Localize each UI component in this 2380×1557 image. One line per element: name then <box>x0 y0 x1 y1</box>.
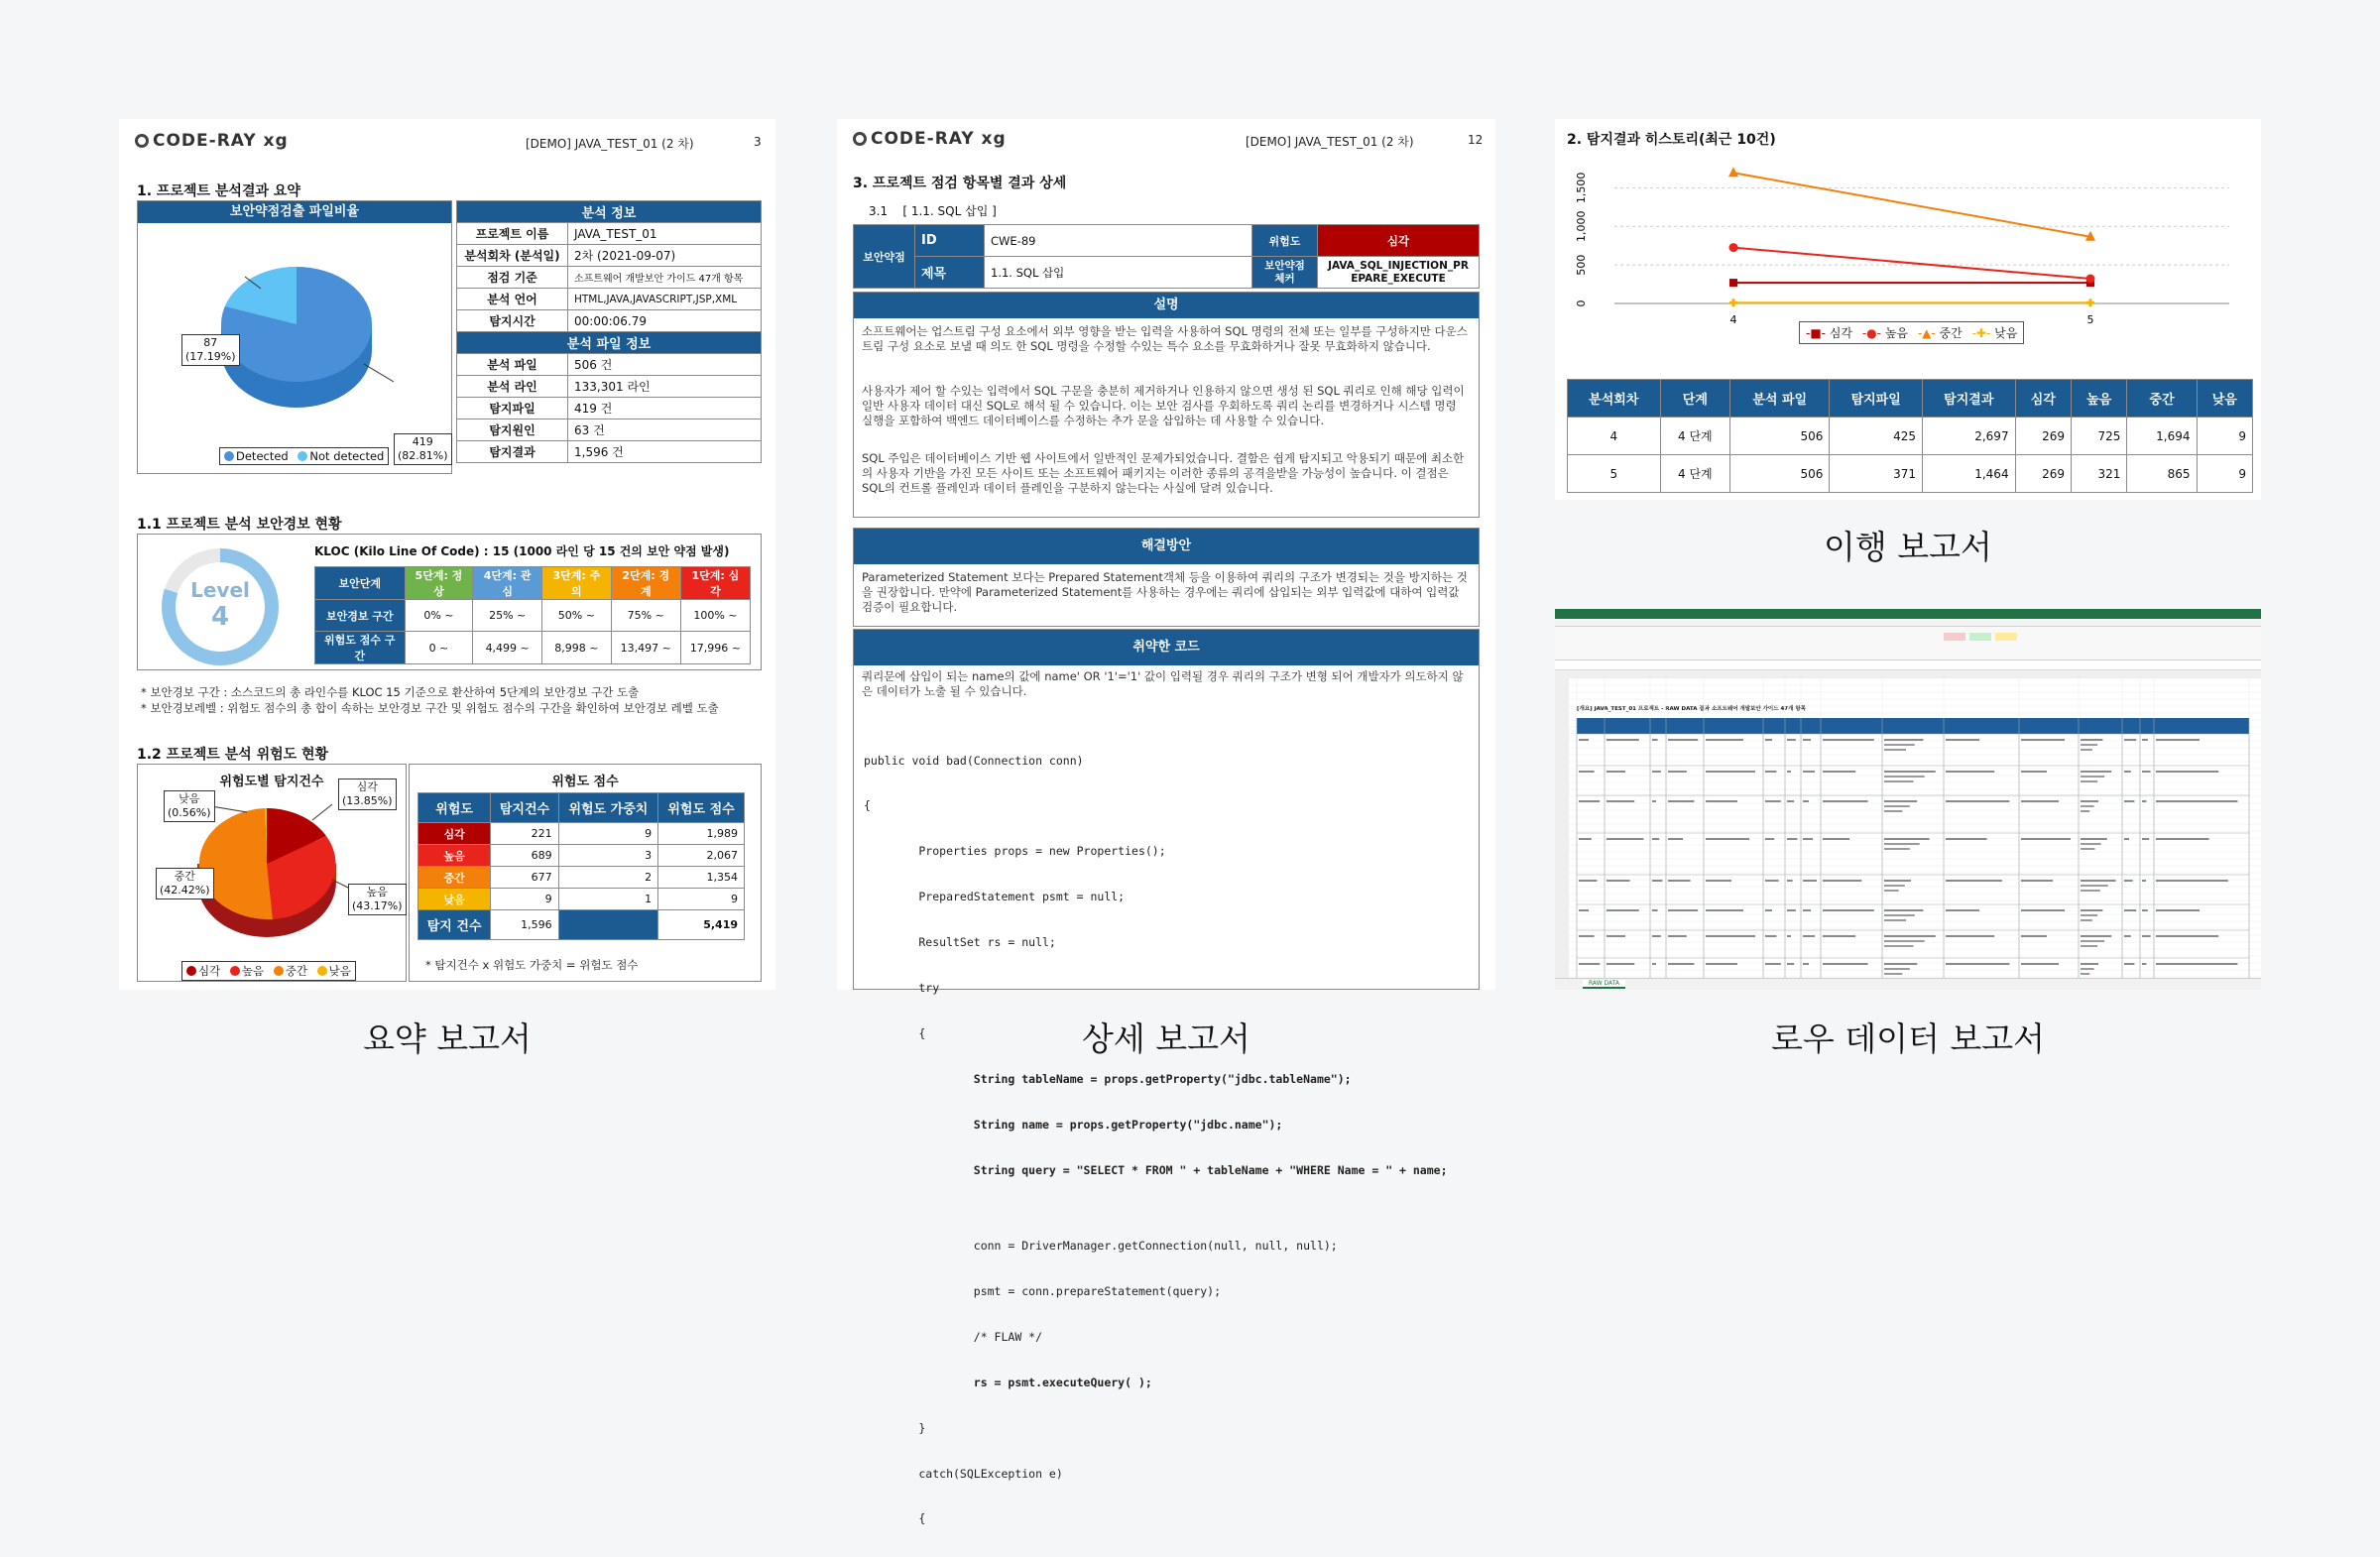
cell-text <box>1668 800 1694 802</box>
solution-title: 해결방안 <box>854 529 1479 564</box>
cell-text <box>1884 963 1917 965</box>
cell-text <box>1787 771 1791 773</box>
cell-text <box>1884 919 1906 921</box>
summary-report-page[interactable] <box>119 119 775 990</box>
cell-text <box>1884 935 1936 937</box>
cell-text <box>1579 838 1592 840</box>
cell-text <box>2021 909 2065 911</box>
cell-text <box>1884 771 1936 773</box>
cell-text <box>2081 776 2104 778</box>
cell-text <box>2081 968 2094 970</box>
section-title: 1.2 프로젝트 분석 위험도 현황 <box>137 747 329 763</box>
cell-text <box>2156 909 2200 911</box>
risk-callout-medium: 중간 (42.42%) <box>156 868 214 899</box>
cell-text <box>1884 800 1917 802</box>
weakness-info-table: 보안약점 ID CWE-89 위험도 심각 제목 1.1. SQL 삽입 보안약점 체커 JAVA_SQL_INJECTION_PR EPARE_EXECUTE <box>853 224 1480 289</box>
solution-box <box>853 528 1480 627</box>
description-box <box>853 292 1480 518</box>
cell-text <box>2081 739 2102 741</box>
cell-text <box>2156 800 2237 802</box>
risk-score-box <box>409 764 762 982</box>
vulnerable-code-intro: 쿼리문에 삽입이 되는 name의 값에 name' OR '1'='1' 값이 입력될 경우 쿼리의 구조가 변형 되어 개발자가 의도하지 않은 데이터가 노출 될 수 있습니다. <box>862 669 1464 698</box>
cell-text <box>1823 909 1874 911</box>
cell-text <box>1765 800 1781 802</box>
description-title: 설명 <box>854 293 1479 318</box>
series-point <box>1729 299 1737 306</box>
caption-summary: 요약 보고서 <box>363 1019 532 1058</box>
cell-text <box>1652 963 1656 965</box>
doc-title: [DEMO] JAVA_TEST_01 (2 차) <box>526 137 694 151</box>
cell-text <box>2124 963 2134 965</box>
series-point <box>1729 243 1738 252</box>
row-header-column <box>1555 670 1569 978</box>
cell-text <box>2021 838 2071 840</box>
cell-text <box>1787 800 1794 802</box>
cell-text <box>1946 963 2009 965</box>
cell-text <box>1706 771 1755 773</box>
cell-text <box>1668 838 1683 840</box>
risk-score-table: 위험도 탐지건수 위험도 가중치 위험도 점수 심각 221 9 1,989 높음 689 3 2,067 중간 677 2 1,354 낮음 9 1 9 탐지 건수 1,596 5,419 <box>417 792 745 940</box>
cell-text <box>1946 838 1987 840</box>
description-p1: 소프트웨어는 업스트림 구성 요소에서 외부 영향을 받는 입력을 사용하여 SQL 명령의 전체 또는 일부를 구성하지만 다운스트림 구성 요소로 보낼 때 의도 한 SQL 명령을 수정할 수있는 특수 요소를 무효화하거나 잘못 무효화하지 않습니다. <box>862 324 1468 353</box>
cell-text <box>2081 909 2102 911</box>
cell-text <box>2124 909 2136 911</box>
cell-text <box>2081 885 2108 887</box>
legend-low: -✚- 낮음 <box>1971 326 2018 340</box>
cell-text <box>1606 909 1639 911</box>
series-point <box>1729 279 1737 287</box>
cell-text <box>1884 973 1902 975</box>
cell-text <box>1787 880 1793 882</box>
cell-text <box>2142 909 2148 911</box>
cell-text <box>2081 973 2089 975</box>
cell-text <box>1668 771 1687 773</box>
gauge-value: 4 <box>210 602 230 632</box>
cell-text <box>1652 771 1661 773</box>
caption-history: 이행 보고서 <box>1824 528 1992 566</box>
note-alert-level: * 보안경보레벨 : 위험도 점수의 총 합이 속하는 보안경보 구간 및 위험도 점수의 구간을 확인하여 보안경보 레벨 도출 <box>141 701 719 715</box>
cell-text <box>2081 880 2116 882</box>
series-point <box>2086 299 2094 306</box>
cell-text <box>1579 739 1589 741</box>
cell-text <box>2142 838 2149 840</box>
cell-text <box>1946 935 1994 937</box>
cell-text <box>2081 843 2101 845</box>
kloc-text: KLOC (Kilo Line Of Code) : 15 (1000 라인 당 15 건의 보안 약점 발생) <box>314 544 730 558</box>
series-line <box>1733 173 2090 236</box>
pie-chart-box <box>137 200 452 474</box>
column-header-row <box>1555 670 2261 678</box>
cell-text <box>1803 800 1809 802</box>
cell-text <box>1823 880 1861 882</box>
cell-text <box>2156 771 2218 773</box>
history-row: 5 4 단계 506 371 1,464 269 321 865 9 <box>1568 455 2253 493</box>
note-alert-range: * 보안경보 구간 : 소스코드의 총 라인수를 KLOC 15 기준으로 환산하여 5단계의 보안경보 구간 도출 <box>141 685 640 699</box>
cell-text <box>2156 963 2237 965</box>
cell-text <box>2142 739 2148 741</box>
section-title: 1.1 프로젝트 분석 보안경보 현황 <box>137 517 342 533</box>
cell-text <box>1668 909 1698 911</box>
cell-text <box>1706 909 1743 911</box>
cell-text <box>1884 739 1923 741</box>
y-tick-label: 1,000 <box>1575 210 1588 242</box>
cell-text <box>1579 963 1600 965</box>
cell-text <box>1652 800 1656 802</box>
file-info-title: 분석 파일 정보 <box>457 332 762 354</box>
cell-text <box>1579 880 1597 882</box>
cell-text <box>2142 800 2146 802</box>
description-p2: 사용자가 제어 할 수있는 입력에서 SQL 구문을 충분히 제거하거나 인용하지 않으면 생성 된 SQL 쿼리로 인해 해당 입력이 일반 사용자 데이터 대신 SQL로 해석 될 수 있습니다. 이는 보안 검사를 우회하도록 쿼리 논리를 변경하거나 시스템 명령 실행을 포함하여 백엔드 데이터베이스를 수정하는 추가 문을 삽입하는 데 사용할 수 있습니다. <box>862 384 1465 427</box>
cell-text <box>2156 935 2218 937</box>
cell-text <box>2081 771 2111 773</box>
cell-text <box>2081 749 2092 751</box>
coderay-logo: CODE-RAY xg <box>853 129 1007 149</box>
cell-text <box>1884 914 1915 916</box>
cell-text <box>1823 935 1855 937</box>
cell-text <box>1884 810 1902 812</box>
cell-text <box>1706 935 1755 937</box>
y-tick-label: 500 <box>1575 254 1588 276</box>
section-title: 1. 프로젝트 분석결과 요약 <box>137 183 300 199</box>
cell-text <box>1606 880 1630 882</box>
cell-text <box>1652 935 1661 937</box>
cell-text <box>1706 963 1737 965</box>
cell-text <box>1884 776 1925 778</box>
cell-text <box>1884 909 1923 911</box>
cell-text <box>1668 880 1691 882</box>
cell-text <box>1652 838 1659 840</box>
cell-text <box>1652 739 1658 741</box>
excel-sheet-tabs <box>1555 978 2261 990</box>
cell-text <box>1946 880 2002 882</box>
cell-text <box>2021 771 2047 773</box>
y-tick-label: 1,500 <box>1575 172 1588 204</box>
cell-text <box>1579 800 1600 802</box>
pie-chart-title: 보안약점검출 파일비율 <box>138 201 451 223</box>
legend-critical: -■- 심각 <box>1806 326 1853 340</box>
analysis-info-title: 분석 정보 <box>457 201 762 223</box>
cell-text <box>2081 810 2089 812</box>
cell-text <box>2081 940 2104 942</box>
cell-text <box>2124 739 2136 741</box>
cell-text <box>1668 963 1694 965</box>
cell-text <box>1706 800 1737 802</box>
cell-text <box>2156 739 2200 741</box>
cell-text <box>1765 935 1776 937</box>
cell-text <box>2081 919 2092 921</box>
section-title: 3. 프로젝트 점검 항목별 결과 상세 <box>853 176 1067 191</box>
legend-medium: -▲- 중간 <box>1917 326 1963 340</box>
subsection-title: 3.1 [ 1.1. SQL 삽입 ] <box>869 204 997 218</box>
pie-callout-not-detected: 87 (17.19%) <box>181 334 240 366</box>
risk-pie-legend: 심각 높음 중간 낮음 <box>181 961 356 981</box>
pie-legend: Detected Not detected <box>219 447 389 465</box>
cell-text <box>1579 771 1595 773</box>
cell-text <box>1803 771 1815 773</box>
vulnerable-code-block: public void bad(Connection conn) { Properties props = new Properties(); PreparedStatement psmt = null; ResultSet rs = null; try { String tableName = props.getProperty("jdbc.tableName"); String name = props.getProperty("jdbc.name"); String query = "SELECT * FROM " + tableName + "WHERE Name = " + name; conn = DriverManager.getConnection(null, null, null); psmt = conn.prepareStatement(query); /* FLAW */ rs = psmt.executeQuery( ); } catch(SQLException e) { <box>864 753 1448 1526</box>
caption-detail: 상세 보고서 <box>1082 1019 1250 1058</box>
cell-text <box>1579 909 1589 911</box>
score-formula-note: * 탐지건수 x 위험도 가중치 = 위험도 점수 <box>425 958 639 972</box>
cell-text <box>1823 739 1874 741</box>
vulnerable-code-title: 취약한 코드 <box>854 630 1479 665</box>
cell-text <box>1946 800 2009 802</box>
cell-text <box>1823 963 1868 965</box>
cell-text <box>2124 800 2134 802</box>
cell-text <box>1884 945 1913 947</box>
cell-text <box>1606 800 1634 802</box>
cell-text <box>1787 838 1797 840</box>
cell-text <box>1803 963 1809 965</box>
cell-text <box>2081 800 2098 802</box>
excel-titlebar <box>1555 609 2261 619</box>
cell-text <box>1946 739 1979 741</box>
cell-text <box>2081 963 2098 965</box>
cell-text <box>1579 935 1595 937</box>
cell-text <box>2124 771 2131 773</box>
risk-score-title: 위험도 점수 <box>551 775 619 789</box>
cell-text <box>2156 880 2228 882</box>
cell-text <box>1803 909 1811 911</box>
series-point <box>2086 275 2095 284</box>
cell-text <box>1803 880 1817 882</box>
cell-text <box>1823 800 1868 802</box>
description-p3: SQL 주입은 데이터베이스 기반 웹 사이트에서 일반적인 문제가되었습니다. 결함은 쉽게 탐지되고 악용되기 때문에 최소한의 사용자 기반을 가진 모든 사이트 또는 소프트웨어 패키지는 이러한 종류의 공격을받을 가능성이 높습니다. 이 결점은 SQL의 컨트롤 플레인과 데이터 플레인을 구분하지 않는다는 사실에 달려 있습니다. <box>862 451 1465 495</box>
history-title: 2. 탐지결과 히스토리(최근 10건) <box>1567 132 1776 148</box>
cell-text <box>2021 880 2053 882</box>
x-tick-label: 5 <box>2086 313 2094 326</box>
cell-text <box>1668 935 1687 937</box>
cell-text <box>1787 739 1796 741</box>
risk-callout-high: 높음 (43.17%) <box>348 884 407 915</box>
cell-text <box>1946 771 1994 773</box>
cell-text <box>1765 771 1776 773</box>
cell-text <box>1606 739 1639 741</box>
cell-text <box>1787 935 1791 937</box>
gauge-label: Level <box>190 578 250 602</box>
cell-text <box>2081 838 2107 840</box>
cell-text <box>1765 909 1772 911</box>
cell-text <box>1706 739 1743 741</box>
risk-callout-critical: 심각 (13.85%) <box>338 778 397 810</box>
cell-text <box>1606 963 1634 965</box>
cell-text <box>2124 935 2131 937</box>
cell-text <box>2081 780 2097 782</box>
history-table: 분석회차 단계 분석 파일 탐지파일 탐지결과 심각 높음 중간 낮음 4 4 단계 506 425 2,697 269 725 1,694 9 5 4 단계 506 371 1,464 269 321 865 9 <box>1567 379 2253 493</box>
cell-text <box>1823 838 1849 840</box>
sheet-title: [개요] JAVA_TEST_01 프로젝트 - RAW DATA 결과 소프트웨어 개발보안 가이드 47개 항목 <box>1577 706 1806 712</box>
cell-text <box>1652 909 1658 911</box>
cell-text <box>2021 935 2047 937</box>
raw-data-report-page[interactable] <box>1555 609 2261 990</box>
cell-text <box>2081 914 2097 916</box>
cell-text <box>2021 739 2065 741</box>
cell-text <box>2124 880 2133 882</box>
cell-text <box>2081 744 2097 746</box>
cell-text <box>1884 890 1899 892</box>
cell-text <box>1884 848 1910 850</box>
cell-text <box>1765 963 1781 965</box>
doc-title: [DEMO] JAVA_TEST_01 (2 차) <box>1246 135 1414 149</box>
cell-text <box>1787 963 1794 965</box>
cell-text <box>1706 880 1731 882</box>
sheet-table-header <box>1577 718 2249 734</box>
cell-text <box>2021 800 2059 802</box>
cell-text <box>1884 749 1906 751</box>
cell-text <box>1884 805 1910 807</box>
cell-text <box>1884 940 1925 942</box>
history-row: 4 4 단계 506 425 2,697 269 725 1,694 9 <box>1568 418 2253 455</box>
cell-text <box>1884 880 1911 882</box>
history-legend <box>1799 321 2024 344</box>
cell-text <box>2142 880 2146 882</box>
cell-text <box>2142 935 2151 937</box>
level-gauge <box>162 548 279 665</box>
alert-level-table: 보안단계 5단계: 정상 4단계: 관심 3단계: 주의 2단계: 경계 1단계: 심각 보안경보 구간 0% ~ 25% ~ 50% ~ 75% ~ 100% ~ 위험도 점수 구간 0 ~ 4,499 ~ 8,998 ~ 13,497 ~ 17,996 ~ <box>314 566 751 664</box>
cell-text <box>1884 780 1913 782</box>
cell-text <box>1606 838 1643 840</box>
cell-text <box>2021 963 2059 965</box>
history-report-page[interactable] <box>1555 119 2261 500</box>
cell-text <box>2081 935 2111 937</box>
cell-text <box>2124 838 2129 840</box>
cell-text <box>1884 843 1920 845</box>
legend-high: -●- 높음 <box>1861 326 1908 340</box>
page-number: 3 <box>754 135 762 149</box>
cell-text <box>2081 805 2094 807</box>
cell-text <box>2156 838 2209 840</box>
caption-raw: 로우 데이터 보고서 <box>1770 1019 2045 1058</box>
x-tick-label: 4 <box>1729 313 1737 326</box>
cell-text <box>2081 848 2094 850</box>
solution-text: Parameterized Statement 보다는 Prepared Statement객체 등을 이용하여 쿼리의 구조가 변경되는 것을 방지하는 것을 권장합니다. 만약에 Parameterized Statement를 사용하는 경우에는 쿼리에 삽입되는 외부 입력값에 대하여 입력값 검증이 필요합니다. <box>862 570 1468 614</box>
cell-text <box>1946 909 1979 911</box>
cell-text <box>1668 739 1698 741</box>
cell-text <box>1823 771 1855 773</box>
cell-text <box>1803 739 1811 741</box>
pie-callout-detected: 419 (82.81%) <box>394 433 452 465</box>
series-line <box>1733 248 2090 279</box>
cell-text <box>1606 771 1625 773</box>
page-number: 12 <box>1468 133 1484 147</box>
cell-text <box>1652 880 1662 882</box>
cell-text <box>1884 968 1910 970</box>
sheet-tab-raw-data[interactable]: RAW DATA <box>1583 980 1625 989</box>
excel-grid <box>1555 670 2261 998</box>
cell-text <box>1765 739 1772 741</box>
risk-pie-box <box>137 764 407 982</box>
cell-text <box>1884 885 1905 887</box>
cell-text <box>1606 935 1625 937</box>
alert-level-box <box>137 534 762 670</box>
risk-pie-title: 위험도별 탐지건수 <box>219 775 324 789</box>
cell-text <box>2081 945 2097 947</box>
cell-text <box>1765 880 1779 882</box>
cell-text <box>1803 935 1815 937</box>
risk-callout-low: 낮음 (0.56%) <box>164 790 215 822</box>
coderay-logo: CODE-RAY xg <box>135 131 289 151</box>
cell-text <box>1884 838 1930 840</box>
excel-ribbon-tabs <box>1555 619 2261 627</box>
excel-ribbon <box>1555 627 2261 660</box>
series-point <box>1728 167 1738 177</box>
excel-formula-bar[interactable] <box>1555 660 2261 670</box>
cell-text <box>1803 838 1813 840</box>
cell-text <box>1787 909 1796 911</box>
cell-text <box>1706 838 1749 840</box>
cell-text <box>2081 890 2100 892</box>
cell-text <box>2142 771 2151 773</box>
cell-text <box>1884 744 1915 746</box>
cell-text <box>1765 838 1774 840</box>
analysis-info-table: 분석 정보 프로젝트 이름 JAVA_TEST_01 분석회차 (분석일) 2차 (2021-09-07) 점검 기준 소프트웨어 개발보안 가이드 47개 항목 분석 언어 HTML,JAVA,JAVASCRIPT,JSP,XML 탐지시간 00:00:06.79 분석 파일 정보 분석 파일 506 건 분석 라인 133,301 라인 탐지파일 419 건 탐지원인 63 건 탐지결과 1,596 건 <box>456 200 762 463</box>
cell-text <box>2142 963 2146 965</box>
y-tick-label: 0 <box>1575 299 1588 307</box>
